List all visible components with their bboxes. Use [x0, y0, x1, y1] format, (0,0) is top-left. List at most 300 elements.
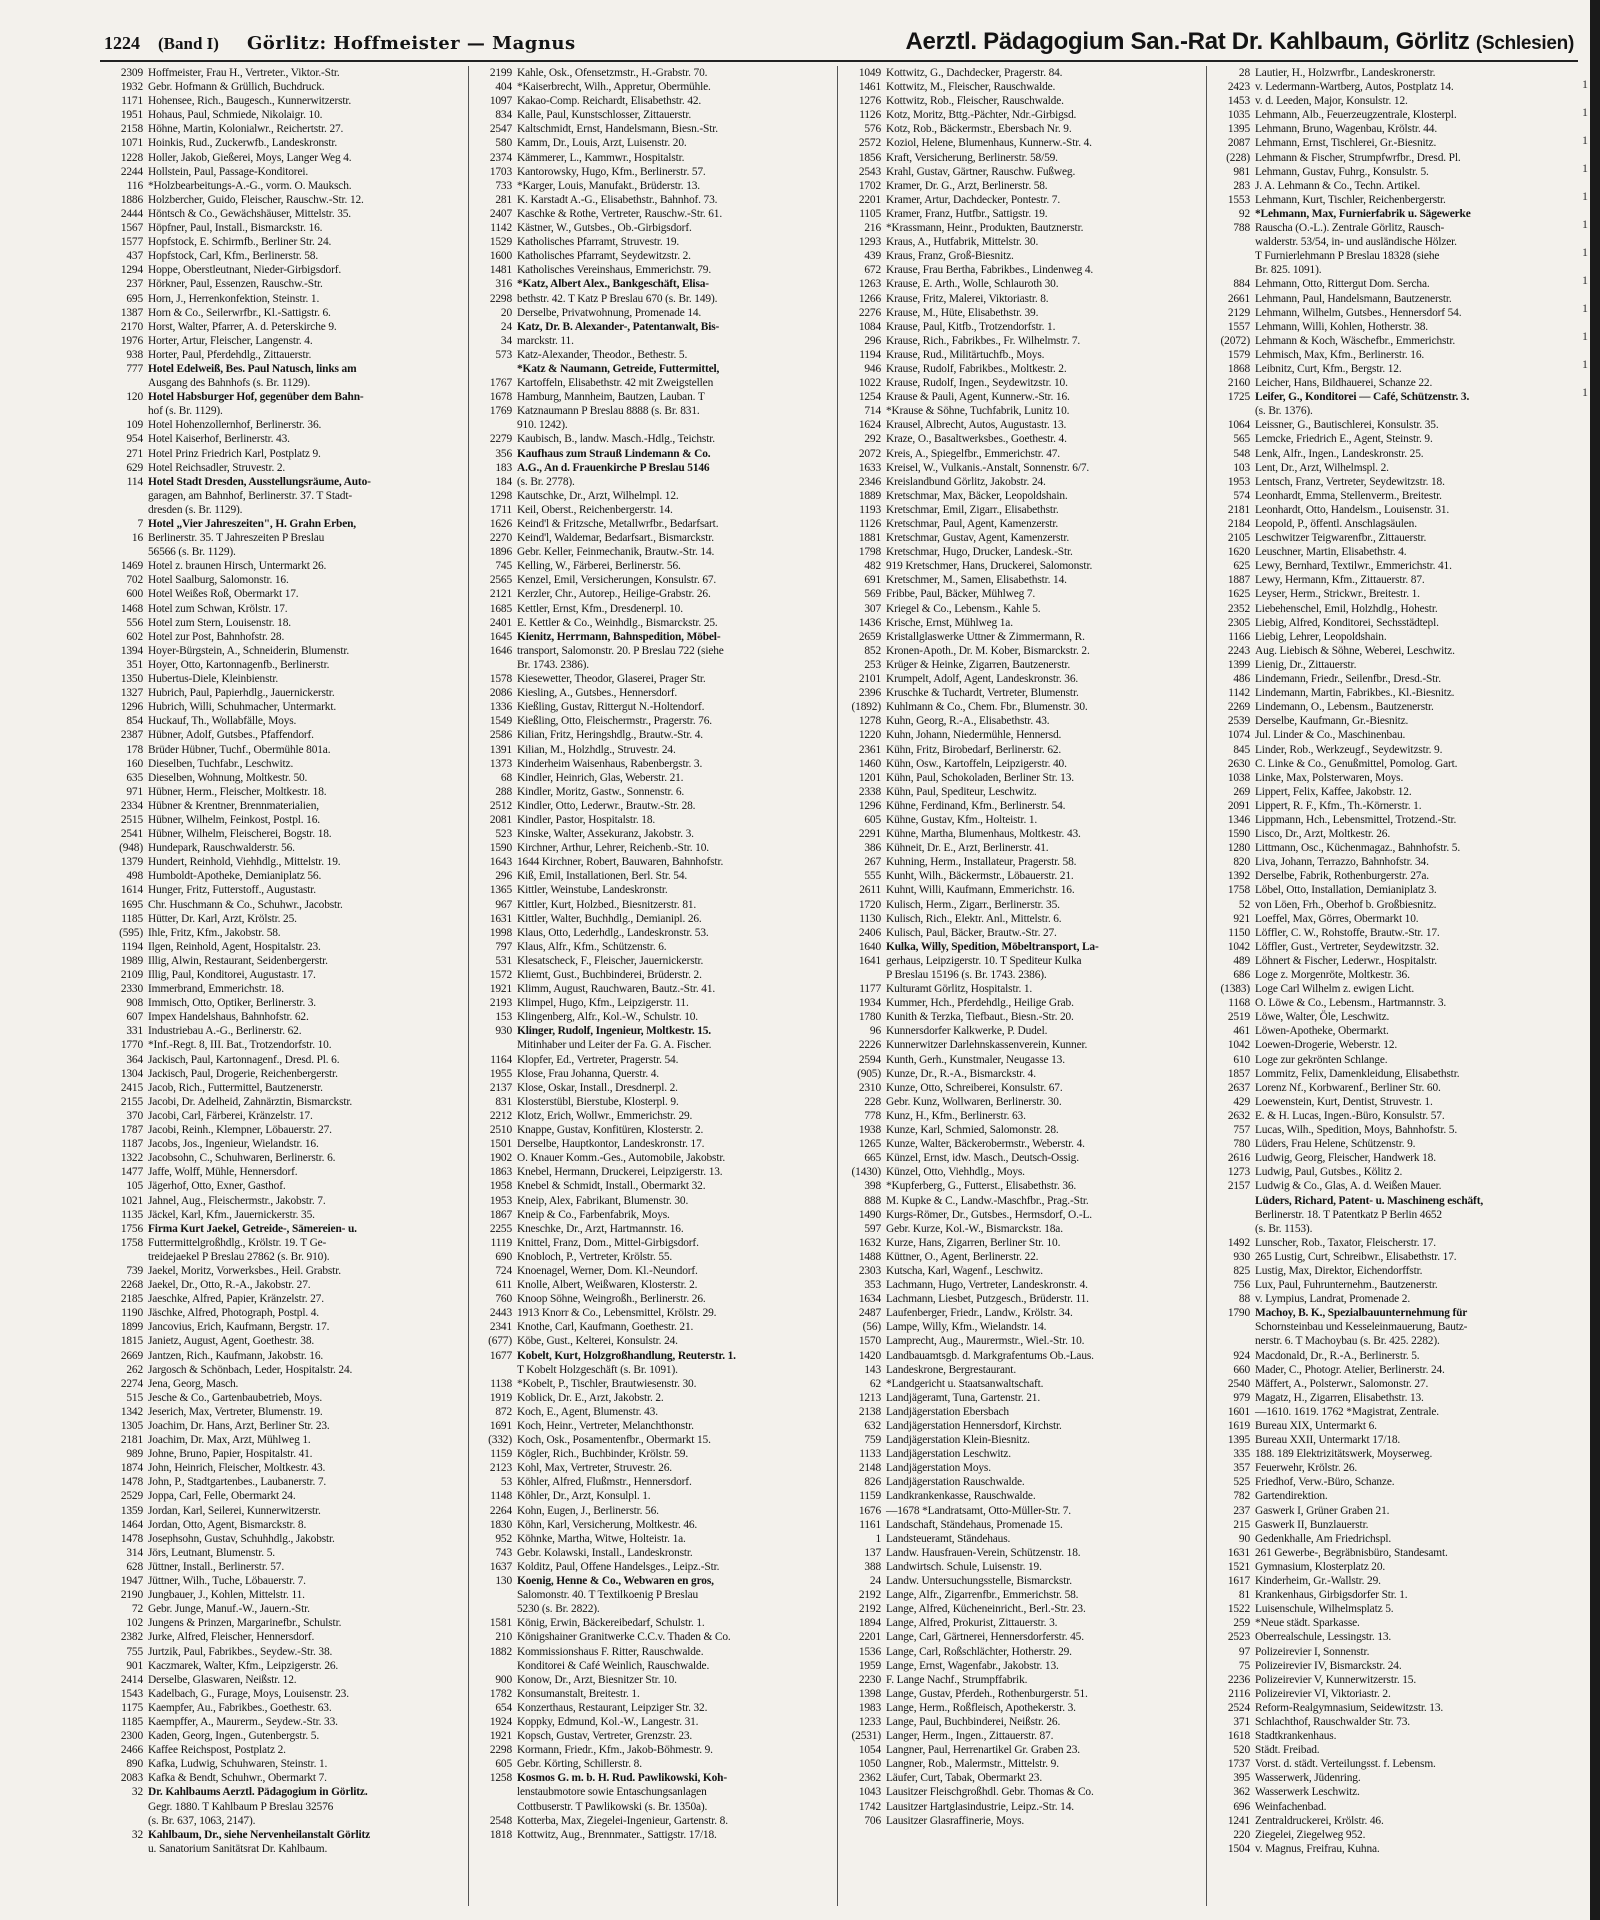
entry-text: Kolditz, Paul, Offene Handelsges., Leipz.-Str.: [517, 1560, 720, 1573]
entry-text: Loge Carl Wilhelm z. ewigen Licht.: [1255, 983, 1415, 996]
directory-entry: [472, 1363, 833, 1377]
phone-number: 2611: [859, 884, 881, 897]
entry-text: Kramer, Artur, Dachdecker, Pontestr. 7.: [886, 193, 1061, 206]
entry-text: Löwen-Apotheke, Obermarkt.: [1255, 1025, 1389, 1038]
phone-number: 1263: [858, 278, 881, 291]
directory-entry: [472, 1673, 833, 1687]
phone-number: 178: [126, 743, 143, 756]
phone-number: 1886: [120, 193, 143, 206]
directory-entry: [1210, 1010, 1572, 1024]
entry-text: Lamprecht, Aug., Maurermstr., Wiel.-Str. 10.: [886, 1335, 1085, 1348]
directory-entry: [1210, 996, 1572, 1010]
phone-number: 2270: [489, 532, 512, 545]
phone-number: 1305: [120, 1420, 143, 1432]
directory-entry: [841, 66, 1202, 80]
entry-text: Hübner, Herm., Fleischer, Moltkestr. 18.: [148, 785, 327, 798]
phone-number: 1958: [489, 1180, 512, 1193]
directory-entry: [841, 1222, 1202, 1236]
phone-number: 90: [1238, 1532, 1250, 1545]
entry-text: transport, Salomonstr. 20. P Breslau 722 (siehe: [517, 644, 724, 657]
directory-entry: [841, 390, 1202, 404]
phone-number: 520: [1233, 1744, 1250, 1757]
directory-entry: [472, 489, 833, 503]
phone-number: 34: [500, 334, 512, 347]
entry-text: Knappe, Gustav, Konfitüren, Klosterstr. 2.: [517, 1124, 704, 1137]
entry-text: 1644 Kirchner, Robert, Bauwaren, Bahnhofstr.: [517, 856, 724, 869]
directory-entry: [841, 207, 1202, 221]
phone-number: 952: [495, 1532, 512, 1545]
directory-entry: [103, 728, 464, 742]
directory-entry: [472, 1588, 833, 1602]
directory-entry: [103, 954, 464, 968]
directory-entry: [1210, 1292, 1572, 1306]
directory-entry: [1210, 714, 1572, 728]
entry-text: Br. 1743. 2386).: [517, 658, 589, 671]
directory-entry: [1210, 1250, 1572, 1264]
directory-entry: [1210, 1038, 1572, 1052]
entry-text: Landjägerstation Klein-Biesnitz.: [886, 1434, 1030, 1447]
phone-number: 1220: [858, 729, 881, 742]
directory-entry: [1210, 1024, 1572, 1038]
directory-entry: [103, 80, 464, 94]
entry-text: Kühn, Paul, Spediteur, Leschwitz.: [886, 785, 1037, 798]
entry-text: Landw. Untersuchungsstelle, Bismarckstr.: [886, 1575, 1072, 1588]
phone-number: 16: [131, 532, 143, 545]
entry-text: Lippmann, Hch., Lebensmittel, Trotzend.-Str.: [1255, 813, 1457, 826]
phone-number: 1703: [489, 165, 512, 178]
directory-entry: [472, 1757, 833, 1771]
phone-number: 1399: [1227, 658, 1250, 671]
phone-number: 1529: [489, 236, 512, 249]
entry-text: Landjägerstation Moys.: [886, 1462, 991, 1475]
phone-number: 1577: [120, 236, 143, 249]
entry-text: Hubrich, Willi, Schuhmacher, Untermarkt.: [148, 701, 337, 714]
directory-entry: [841, 912, 1202, 926]
phone-number: 2291: [858, 828, 881, 841]
entry-text: Klaus, Alfr., Kfm., Schützenstr. 6.: [517, 940, 667, 953]
phone-number: 210: [495, 1631, 512, 1644]
directory-entry: [103, 644, 464, 658]
directory-entry: [841, 1391, 1202, 1405]
directory-entry: [103, 1010, 464, 1024]
directory-entry: [103, 1405, 464, 1419]
entry-text: Hotel Reichsadler, Struvestr. 2.: [148, 461, 286, 474]
entry-text: Kaltschmidt, Ernst, Handelsmann, Biesn.-Str.: [517, 123, 718, 136]
entry-text: Dr. Kahlbaums Aerztl. Pädagogium in Görlitz.: [148, 1786, 368, 1799]
entry-text: Kunze, Otto, Schreiberei, Konsulstr. 67.: [886, 1081, 1063, 1094]
directory-entry: [103, 475, 464, 489]
phone-number: 724: [495, 1264, 512, 1277]
entry-text: Lausitzer Fleischgroßhdl. Gebr. Thomas & Co.: [886, 1786, 1094, 1799]
entry-text: Kießling, Otto, Fleischermstr., Pragerstr. 76.: [517, 715, 712, 728]
entry-text: *Lehmann, Max, Furnierfabrik u. Sägewerke: [1255, 207, 1471, 220]
entry-text: Polizeirevier VI, Viktoriastr. 2.: [1255, 1687, 1391, 1700]
entry-text: Derselbe, Kaufmann, Gr.-Biesnitz.: [1255, 715, 1409, 728]
directory-entry: [841, 1137, 1202, 1151]
directory-entry: [103, 771, 464, 785]
phone-number: 1572: [489, 969, 512, 981]
directory-entry: [103, 1151, 464, 1165]
phone-number: 1934: [858, 997, 881, 1010]
entry-text: 265 Lustig, Curt, Schreibwr., Elisabethstr. 17.: [1255, 1250, 1457, 1263]
phone-number: 97: [1238, 1645, 1250, 1658]
phone-number: 2300: [120, 1730, 143, 1743]
directory-entry: [472, 1687, 833, 1701]
directory-entry: [472, 503, 833, 517]
entry-text: Horn, J., Herrenkonfektion, Steinstr. 1.: [148, 292, 320, 305]
margin-mark: 1: [1582, 273, 1588, 287]
phone-number: 1213: [858, 1391, 881, 1404]
entry-text: Kaden, Georg, Ingen., Gutenbergstr. 5.: [148, 1730, 320, 1743]
phone-number: 695: [126, 292, 143, 305]
directory-entry: [103, 292, 464, 306]
entry-text: Krause, Fritz, Malerei, Viktoriastr. 8.: [886, 292, 1049, 305]
directory-entry: [1210, 587, 1572, 601]
entry-text: v. Magnus, Freifrau, Kuhna.: [1255, 1842, 1380, 1855]
directory-entry: [472, 390, 833, 404]
entry-text: F. Lange Nachf., Strumpffabrik.: [886, 1673, 1028, 1686]
entry-text: *Karger, Louis, Manufakt., Brüderstr. 13.: [517, 179, 700, 192]
directory-entry: [103, 1038, 464, 1052]
phone-number: 515: [126, 1391, 143, 1404]
entry-text: Knebel & Schmidt, Install., Obermarkt 32.: [517, 1180, 706, 1193]
directory-entry: [1210, 1800, 1572, 1814]
entry-text: Polizeirevier IV, Bismarckstr. 24.: [1255, 1659, 1402, 1672]
directory-entry: [841, 1489, 1202, 1503]
phone-number: 2338: [858, 785, 881, 798]
entry-text: Hubertus-Diele, Kleinbienstr.: [148, 673, 279, 686]
directory-entry: [1210, 108, 1572, 122]
directory-entry: [841, 757, 1202, 771]
entry-text: Hotel zum Stern, Louisenstr. 18.: [148, 616, 291, 629]
phone-number: 901: [126, 1659, 143, 1672]
directory-entry: [1210, 898, 1572, 912]
entry-text: Kiesling, A., Gutsbes., Hennersdorf.: [517, 687, 678, 700]
directory-entry: [472, 94, 833, 108]
directory-entry: [472, 1222, 833, 1236]
phone-number: 1233: [858, 1715, 881, 1728]
entry-text: Konzerthaus, Restaurant, Leipziger Str. 32.: [517, 1701, 708, 1714]
directory-entry: [841, 1771, 1202, 1785]
entry-text: Krause, Rudolf, Ingen., Seydewitzstr. 10.: [886, 377, 1068, 390]
directory-entry: [103, 968, 464, 982]
directory-entry: [1210, 432, 1572, 446]
directory-entry: [472, 1828, 833, 1842]
entry-text: Kindler, Moritz, Gastw., Sonnenstr. 6.: [517, 785, 685, 798]
directory-entry: [103, 1489, 464, 1503]
phone-number: 1798: [858, 546, 881, 559]
directory-entry: [1210, 489, 1572, 503]
directory-entry: [472, 602, 833, 616]
directory-entry: [1210, 855, 1572, 869]
phone-number: 1420: [858, 1349, 881, 1362]
entry-text: Kretschmer, M., Samen, Elisabethstr. 14.: [886, 574, 1067, 587]
entry-text: Berlinerstr. 18. T Patentkatz P Berlin 4652: [1255, 1208, 1442, 1221]
directory-entry: [103, 940, 464, 954]
directory-entry: [1210, 1433, 1572, 1447]
entry-text: Lehmann, Gustav, Fuhrg., Konsulstr. 5.: [1255, 165, 1429, 178]
phone-number: 1135: [121, 1208, 143, 1221]
phone-number: 1863: [489, 1166, 512, 1179]
entry-text: Weinfachenbad.: [1255, 1800, 1327, 1813]
phone-number: 2268: [120, 1279, 143, 1292]
phone-number: 2540: [1227, 1377, 1250, 1390]
phone-number: 1620: [1227, 546, 1250, 559]
directory-entry: [103, 1306, 464, 1320]
entry-text: Kelling, W., Färberei, Berlinerstr. 56.: [517, 560, 681, 573]
column-1: [100, 66, 469, 1906]
phone-number: 1241: [1227, 1814, 1250, 1827]
directory-entry: [103, 1194, 464, 1208]
phone-number: 1600: [489, 250, 512, 263]
directory-entry: [1210, 80, 1572, 94]
entry-text: Loewen-Drogerie, Weberstr. 12.: [1255, 1039, 1398, 1052]
directory-entry: [1210, 1630, 1572, 1644]
phone-number: 1064: [1227, 419, 1250, 432]
entry-text: Lehmann, Paul, Handelsmann, Bautzenerstr.: [1255, 292, 1452, 305]
entry-text: Mäffert, A., Polsterwr., Salomonstr. 27.: [1255, 1377, 1429, 1390]
entry-text: Höhne, Martin, Kolonialwr., Reichertstr. 27.: [148, 123, 344, 136]
phone-number: 523: [495, 828, 512, 841]
entry-text: Hundert, Reinhold, Viehhdlg., Mittelstr. 19.: [148, 856, 341, 869]
phone-number: 1601: [1227, 1405, 1250, 1418]
phone-number: 1142: [490, 222, 512, 235]
entry-text: Landjägerstation Rauschwalde.: [886, 1476, 1025, 1489]
phone-number: 2423: [1227, 81, 1250, 94]
entry-text: Gebr. Kurze, Kol.-W., Bismarckstr. 18a.: [886, 1222, 1063, 1235]
phone-number: 2199: [489, 67, 512, 79]
entry-text: Landjägerstation Leschwitz.: [886, 1448, 1011, 1461]
entry-text: Leibnitz, Curt, Kfm., Bergstr. 12.: [1255, 362, 1402, 375]
entry-text: Lange, Carl, Roßschlächter, Hotherstr. 29.: [886, 1645, 1072, 1658]
entry-text: *Holzbearbeitungs-A.-G., vorm. O. Mauksch.: [148, 179, 352, 192]
entry-text: Ilgen, Reinhold, Agent, Hospitalstr. 23.: [148, 940, 321, 953]
entry-text: Krüger & Heinke, Zigarren, Bautzenerstr.: [886, 658, 1071, 671]
phone-number: 1617: [1227, 1575, 1250, 1588]
entry-text: Hotel Saalburg, Salomonstr. 16.: [148, 574, 289, 587]
entry-text: Gartendirektion.: [1255, 1490, 1328, 1503]
entry-text: v. Lympius, Landrat, Promenade 2.: [1255, 1293, 1411, 1306]
phone-number: 989: [126, 1448, 143, 1461]
directory-entry: [472, 1771, 833, 1785]
directory-entry: [472, 376, 833, 390]
directory-entry: [472, 1053, 833, 1067]
directory-entry: [1210, 235, 1572, 249]
phone-number: 921: [1233, 912, 1250, 925]
directory-entry: [103, 1320, 464, 1334]
directory-entry: [103, 1447, 464, 1461]
directory-entry: [1210, 573, 1572, 587]
phone-number: 573: [495, 348, 512, 361]
directory-entry: [472, 1560, 833, 1574]
phone-number: 237: [1233, 1504, 1250, 1517]
entry-text: Lüders, Richard, Patent- u. Maschineng eschäft,: [1255, 1194, 1484, 1207]
directory-entry: [841, 1179, 1202, 1193]
directory-entry: [1210, 179, 1572, 193]
phone-number: 1543: [120, 1687, 143, 1700]
directory-entry: [841, 573, 1202, 587]
directory-entry: [472, 418, 833, 432]
margin-mark: 1: [1582, 329, 1588, 343]
entry-text: Klosterstübl, Bierstube, Klosterpl. 9.: [517, 1095, 679, 1108]
directory-entry: [841, 982, 1202, 996]
directory-entry: [472, 1165, 833, 1179]
entry-text: Linder, Rob., Werkzeugf., Seydewitzstr. 9.: [1255, 743, 1443, 756]
directory-entry: [1210, 334, 1572, 348]
entry-text: Kneschke, Dr., Arzt, Hartmannstr. 16.: [517, 1222, 684, 1235]
phone-number: 486: [1233, 673, 1250, 686]
phone-number: 1159: [490, 1448, 512, 1461]
directory-entry: [1210, 1461, 1572, 1475]
entry-text: Klaus, Otto, Lederhdlg., Landeskronstr. 53.: [517, 926, 709, 939]
directory-entry: [841, 489, 1202, 503]
entry-text: Lüders, Frau Helene, Schützenstr. 9.: [1255, 1138, 1416, 1151]
directory-entry: [472, 292, 833, 306]
phone-number: 574: [1233, 489, 1250, 502]
directory-entry: [1210, 1151, 1572, 1165]
directory-entry: [841, 1095, 1202, 1109]
phone-number: 2083: [120, 1772, 143, 1785]
entry-text: Höntsch & Co., Gewächshäuser, Mittelstr. 35.: [148, 207, 352, 220]
phone-number: 908: [126, 997, 143, 1010]
volume-label: (Band I): [158, 34, 219, 53]
directory-entry: [472, 573, 833, 587]
phone-number: 1373: [489, 757, 512, 770]
entry-text: Knebel, Hermann, Druckerei, Leipzigerstr. 13.: [517, 1166, 723, 1179]
entry-text: Läufer, Curt, Tabak, Obermarkt 23.: [886, 1772, 1043, 1785]
entry-text: Hunger, Fritz, Futterstoff., Augustastr.: [148, 884, 316, 897]
phone-number: 872: [495, 1405, 512, 1418]
directory-entry: [472, 841, 833, 855]
directory-entry: [1210, 221, 1572, 235]
directory-entry: [841, 1814, 1202, 1828]
directory-entry: [472, 1109, 833, 1123]
directory-entry: [103, 869, 464, 883]
phone-number: 2310: [858, 1081, 881, 1094]
directory-entry: [841, 235, 1202, 249]
phone-number: 1947: [120, 1575, 143, 1588]
directory-entry: [841, 1560, 1202, 1574]
phone-number: 2157: [1227, 1180, 1250, 1193]
entry-text: A.G., An d. Frauenkirche P Breslau 5146: [517, 461, 710, 474]
phone-number: 2548: [489, 1814, 512, 1827]
directory-entry: [472, 1377, 833, 1391]
entry-text: Krause, Rud., Militärtuchfb., Moys.: [886, 348, 1045, 361]
entry-text: Horst, Walter, Pfarrer, A. d. Peterskirche 9.: [148, 320, 337, 333]
directory-entry: [1210, 1729, 1572, 1743]
directory-entry: [103, 531, 464, 545]
directory-entry: [841, 898, 1202, 912]
entry-text: 1913 Knorr & Co., Lebensmittel, Krölstr. 29.: [517, 1307, 717, 1320]
directory-entry: [841, 432, 1202, 446]
entry-text: gerhaus, Leipzigerstr. 10. T Spediteur Kulka: [886, 954, 1082, 967]
directory-entry: [1210, 602, 1572, 616]
entry-text: Landjägerstation Ebersbach: [886, 1405, 1009, 1418]
entry-text: Kretschmar, Hugo, Drucker, Landesk.-Str.: [886, 546, 1073, 559]
entry-text: 56566 (s. Br. 1129).: [148, 546, 236, 559]
entry-text: John, Heinrich, Fleischer, Moltkestr. 43.: [148, 1462, 326, 1475]
column-4: [1207, 66, 1576, 1906]
directory-entry: [841, 122, 1202, 136]
directory-entry: [103, 1067, 464, 1081]
directory-entry: [841, 1165, 1202, 1179]
directory-entry: [1210, 700, 1572, 714]
directory-entry: [1210, 390, 1572, 404]
phone-number: 1702: [858, 179, 881, 192]
directory-entry: [841, 1405, 1202, 1419]
directory-entry: [841, 785, 1202, 799]
directory-entry: [472, 1292, 833, 1306]
entry-text: Löwe, Walter, Öle, Leschwitz.: [1255, 1011, 1390, 1024]
entry-text: Jacobi, Reinh., Klempner, Löbauerstr. 27.: [148, 1124, 332, 1137]
directory-entry: [472, 1785, 833, 1799]
entry-text: Kunze, Dr., R.-A., Bismarckstr. 4.: [886, 1067, 1036, 1080]
entry-text: Reform-Realgymnasium, Seidewitzstr. 13.: [1255, 1701, 1444, 1714]
entry-text: bethstr. 42. T Katz P Breslau 670 (s. Br. 149).: [517, 292, 718, 305]
phone-number: 105: [126, 1180, 143, 1193]
entry-text: *Katz, Albert Alex., Bankgeschäft, Elisa-: [517, 278, 709, 291]
directory-entry: [1210, 1687, 1572, 1701]
phone-number: 1254: [858, 391, 881, 404]
directory-entry: [841, 1151, 1202, 1165]
directory-entry: [841, 1800, 1202, 1814]
entry-text: Holler, Jakob, Gießerei, Moys, Langer Weg 4.: [148, 151, 352, 164]
directory-entry: [472, 122, 833, 136]
directory-entry: [841, 954, 1202, 968]
directory-entry: [1210, 461, 1572, 475]
directory-entry: [1210, 207, 1572, 221]
entry-text: Katz, Dr. B. Alexander-, Patentanwalt, Bis-: [517, 320, 720, 333]
entry-text: Hoffmeister, Frau H., Vertreter., Viktor.-Str.: [148, 67, 340, 79]
directory-entry: [1210, 1208, 1572, 1222]
entry-text: Illig, Alwin, Restaurant, Seidenbergerstr.: [148, 954, 328, 967]
phone-number: 1258: [489, 1772, 512, 1785]
entry-text: Kretschmar, Paul, Agent, Kamenzerstr.: [886, 518, 1059, 530]
phone-number: 2274: [120, 1377, 143, 1390]
entry-text: Klose, Frau Johanna, Querstr. 4.: [517, 1067, 659, 1080]
phone-number: 690: [495, 1250, 512, 1263]
phone-number: 743: [495, 1546, 512, 1559]
directory-entry: [841, 1109, 1202, 1123]
phone-number: 1492: [1227, 1236, 1250, 1249]
directory-entry: [472, 898, 833, 912]
entry-text: Hotel Hohenzollernhof, Berlinerstr. 36.: [148, 419, 322, 432]
directory-entry: [472, 1546, 833, 1560]
margin-mark: 1: [1582, 189, 1588, 203]
entry-text: Jantzen, Rich., Kaufmann, Jakobstr. 16.: [148, 1349, 324, 1362]
directory-entry: [841, 827, 1202, 841]
entry-text: Kaczmarek, Walter, Kfm., Leipzigerstr. 26.: [148, 1659, 339, 1672]
phone-number: (56): [862, 1321, 881, 1334]
directory-entry: [472, 235, 833, 249]
directory-entry: [841, 700, 1202, 714]
phone-number: 353: [864, 1279, 881, 1292]
directory-entry: [103, 376, 464, 390]
entry-text: Kerzler, Chr., Autorep., Heilige-Grabstr. 26.: [517, 588, 711, 601]
entry-text: Jaeschke, Alfred, Papier, Kränzelstr. 27.: [148, 1293, 324, 1306]
directory-entry: [103, 136, 464, 150]
phone-number: 1758: [120, 1236, 143, 1249]
directory-entry: [472, 1264, 833, 1278]
phone-number: 1919: [489, 1391, 512, 1404]
phone-number: 2279: [489, 433, 512, 446]
directory-entry: [1210, 926, 1572, 940]
directory-entry: [841, 743, 1202, 757]
phone-number: 2487: [858, 1307, 881, 1320]
phone-number: 1921: [489, 983, 512, 996]
entry-text: Klotz, Erich, Wollwr., Emmerichstr. 29.: [517, 1109, 693, 1122]
directory-entry: [1210, 348, 1572, 362]
